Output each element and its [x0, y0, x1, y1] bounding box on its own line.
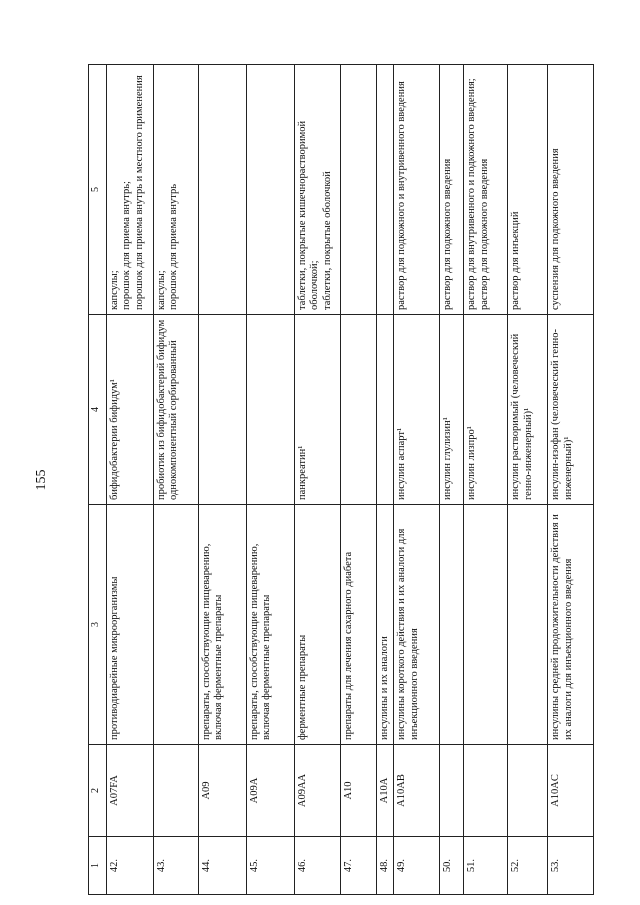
cell-code: A10AC: [548, 745, 594, 837]
column-header: 4: [89, 315, 107, 505]
cell-num: 52.: [508, 837, 548, 895]
cell-group: инсулины и их аналоги: [377, 505, 394, 745]
table-row: [548, 65, 594, 895]
cell-group: [440, 505, 464, 745]
cell-group: ферментные препараты: [295, 505, 341, 745]
cell-drug: инсулин аспарт¹: [394, 315, 440, 505]
cell-group: препараты, способствующие пищеварению, включая ферментные препараты: [247, 505, 295, 745]
table-row: [508, 65, 548, 895]
medication-table: [88, 64, 594, 895]
table-row: [341, 65, 377, 895]
cell-drug: [341, 315, 377, 505]
cell-code: A09: [199, 745, 247, 837]
cell-form: раствор для подкожного введения: [440, 65, 464, 315]
cell-form: раствор для инъекций: [508, 65, 548, 315]
table-row: [440, 65, 464, 895]
cell-drug: инсулин растворимый (человеческий генно-инженерный)¹: [508, 315, 548, 505]
column-header: 3: [89, 505, 107, 745]
cell-group: препараты для лечения сахарного диабета: [341, 505, 377, 745]
cell-form: раствор для внутривенного и подкожного введения; раствор для подкожного введения: [464, 65, 508, 315]
cell-code: A10: [341, 745, 377, 837]
cell-drug: [199, 315, 247, 505]
cell-num: 44.: [199, 837, 247, 895]
cell-drug: панкреатин¹: [295, 315, 341, 505]
cell-form: раствор для подкожного и внутривенного введения: [394, 65, 440, 315]
cell-code: [440, 745, 464, 837]
cell-num: 47.: [341, 837, 377, 895]
cell-num: 43.: [154, 837, 199, 895]
cell-code: A09A: [247, 745, 295, 837]
cell-form: капсулы; порошок для приема внутрь: [154, 65, 199, 315]
cell-drug: [377, 315, 394, 505]
cell-code: A10AB: [394, 745, 440, 837]
cell-form: [341, 65, 377, 315]
cell-form: [377, 65, 394, 315]
cell-num: 49.: [394, 837, 440, 895]
table-row: [394, 65, 440, 895]
column-header: 2: [89, 745, 107, 837]
cell-form: [199, 65, 247, 315]
cell-form: таблетки, покрытые кишечнорастворимой оболочкой; таблетки, покрытые оболочкой: [295, 65, 341, 315]
cell-num: 50.: [440, 837, 464, 895]
table-row: [464, 65, 508, 895]
table-row: [377, 65, 394, 895]
cell-group: [464, 505, 508, 745]
cell-group: инсулины короткого действия и их аналоги для инъекционного введения: [394, 505, 440, 745]
cell-group: [154, 505, 199, 745]
cell-code: A10A: [377, 745, 394, 837]
cell-drug: инсулин лизпро¹: [464, 315, 508, 505]
cell-code: A07FA: [107, 745, 154, 837]
cell-group: [508, 505, 548, 745]
cell-code: [154, 745, 199, 837]
cell-num: 46.: [295, 837, 341, 895]
cell-drug: инсулин глулизин¹: [440, 315, 464, 505]
table-row: [154, 65, 199, 895]
cell-num: 48.: [377, 837, 394, 895]
cell-code: A09AA: [295, 745, 341, 837]
cell-num: 53.: [548, 837, 594, 895]
table-row: [199, 65, 247, 895]
cell-form: [247, 65, 295, 315]
cell-group: противодиарейные микроорганизмы: [107, 505, 154, 745]
cell-num: 51.: [464, 837, 508, 895]
table-row: [247, 65, 295, 895]
cell-num: 45.: [247, 837, 295, 895]
cell-num: 42.: [107, 837, 154, 895]
cell-drug: инсулин-изофан (человеческий генно-инженерный)¹: [548, 315, 594, 505]
table-row: [107, 65, 154, 895]
cell-code: [464, 745, 508, 837]
cell-drug: пробиотик из бифидобактерий бифидум однокомпонентный сорбированный: [154, 315, 199, 505]
column-header: 5: [89, 65, 107, 315]
cell-code: [508, 745, 548, 837]
cell-form: капсулы; порошок для приема внутрь; порошок для приема внутрь и местного применения: [107, 65, 154, 315]
column-header: 1: [89, 837, 107, 895]
rotated-page: [34, 65, 633, 895]
cell-drug: бифидобактерии бифидум¹: [107, 315, 154, 505]
table-row: [295, 65, 341, 895]
header-row: [89, 65, 107, 895]
cell-form: суспензия для подкожного введения: [548, 65, 594, 315]
cell-group: препараты, способствующие пищеварению, включая ферментные препараты: [199, 505, 247, 745]
cell-drug: [247, 315, 295, 505]
page-number: 155: [34, 469, 49, 491]
cell-group: инсулины средней продолжительности действия и их аналоги для инъекционного введения: [548, 505, 594, 745]
